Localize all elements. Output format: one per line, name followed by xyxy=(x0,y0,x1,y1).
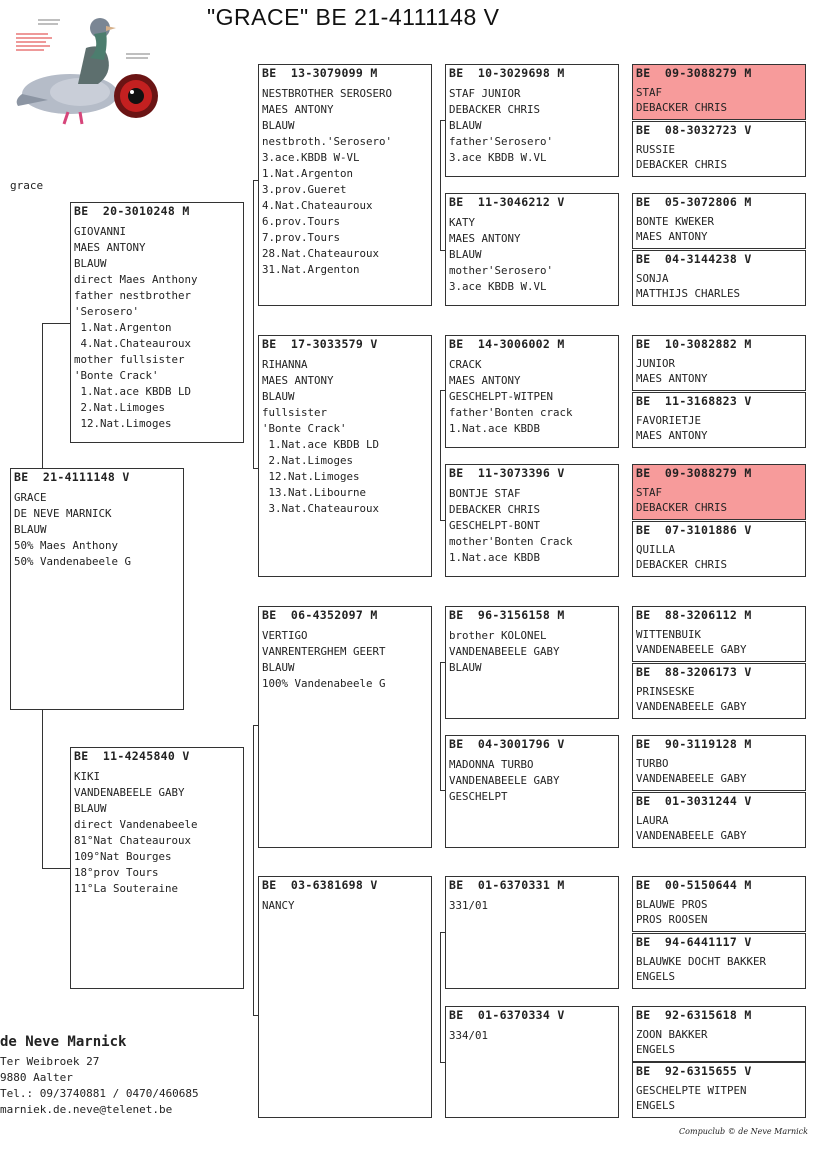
box-line: 3.ace.KBDB W-VL xyxy=(262,151,360,164)
pedigree-box-father-father xyxy=(258,64,432,306)
box-line: VANRENTERGHEM GEERT xyxy=(262,645,386,658)
ring-number: BE 01-6370334 V xyxy=(449,1008,565,1022)
box-line: GESCHELPTE WITPEN xyxy=(636,1084,747,1097)
box-line: 3.prov.Gueret xyxy=(262,183,347,196)
box-line: WITTENBUIK xyxy=(636,628,702,641)
box-line: KIKI xyxy=(74,770,101,783)
box-line: 1.Nat.ace KBDB xyxy=(449,422,541,435)
box-line: 2.Nat.Limoges xyxy=(74,401,166,414)
box-line: KATY xyxy=(449,216,476,229)
box-line: 7.prov.Tours xyxy=(262,231,341,244)
ring-number: BE 11-3046212 V xyxy=(449,195,565,209)
ring-number: BE 10-3029698 M xyxy=(449,66,565,80)
box-line: BLAUW xyxy=(449,248,482,261)
box-line: MAES ANTONY xyxy=(74,241,146,254)
pedigree-box-gen5-2 xyxy=(632,121,806,177)
box-line: PRINSESKE xyxy=(636,685,695,698)
box-line: 3.ace KBDB W.VL xyxy=(449,151,547,164)
box-line: ENGELS xyxy=(636,970,676,983)
box-details xyxy=(259,622,431,692)
owner-phone: Tel.: 09/3740881 / 0470/460685 xyxy=(0,1087,199,1100)
box-line: STAF xyxy=(636,86,663,99)
box-line: DEBACKER CHRIS xyxy=(636,501,728,514)
box-line: 12.Nat.Limoges xyxy=(262,470,360,483)
box-line: 100% Vandenabeele G xyxy=(262,677,386,690)
box-line: VANDENABEELE GABY xyxy=(636,829,747,842)
box-line: GESCHELPT xyxy=(449,790,508,803)
box-line: SONJA xyxy=(636,272,669,285)
box-line: GIOVANNI xyxy=(74,225,127,238)
box-details xyxy=(259,80,431,278)
ring-number: BE 96-3156158 M xyxy=(449,608,565,622)
ring-number: BE 21-4111148 V xyxy=(14,470,130,484)
pedigree-box-gen4-7 xyxy=(445,876,619,989)
connector-line xyxy=(440,662,441,790)
box-line: ZOON BAKKER xyxy=(636,1028,708,1041)
box-line: BLAUW xyxy=(74,257,107,270)
box-details xyxy=(446,751,618,805)
box-line: 4.Nat.Chateauroux xyxy=(262,199,373,212)
box-line: RIHANNA xyxy=(262,358,308,371)
ring-number: BE 11-3073396 V xyxy=(449,466,565,480)
box-line: CRACK xyxy=(449,358,482,371)
owner-contact-block xyxy=(0,1034,199,1118)
pedigree-box-gen5-6 xyxy=(632,392,806,448)
pedigree-box-gen5-1 xyxy=(632,64,806,120)
box-line: VANDENABEELE GABY xyxy=(636,772,747,785)
ring-number: BE 11-3168823 V xyxy=(636,394,752,408)
ring-number: BE 04-3144238 V xyxy=(636,252,752,266)
box-line: VANDENABEELE GABY xyxy=(636,700,747,713)
box-details xyxy=(633,266,805,301)
ring-number: BE 13-3079099 M xyxy=(262,66,378,80)
box-details xyxy=(633,80,805,115)
box-details xyxy=(259,351,431,517)
box-line: BONTE KWEKER xyxy=(636,215,715,228)
ring-number: BE 03-6381698 V xyxy=(262,878,378,892)
box-line: DEBACKER CHRIS xyxy=(636,158,728,171)
box-line: MADONNA TURBO xyxy=(449,758,534,771)
box-line: father nestbrother xyxy=(74,289,192,302)
box-line: STAF JUNIOR xyxy=(449,87,521,100)
box-details xyxy=(446,351,618,437)
box-line: MAES ANTONY xyxy=(636,372,708,385)
box-details xyxy=(633,480,805,515)
ring-number: BE 11-4245840 V xyxy=(74,749,190,763)
pedigree-box-gen4-6 xyxy=(445,735,619,848)
box-line: direct Maes Anthony xyxy=(74,273,198,286)
box-line: brother KOLONEL xyxy=(449,629,547,642)
owner-email[interactable]: marniek.de.neve@telenet.be xyxy=(0,1103,173,1116)
box-line: DEBACKER CHRIS xyxy=(449,503,541,516)
box-line: BLAUW xyxy=(262,119,295,132)
box-line: TURBO xyxy=(636,757,669,770)
box-line: GRACE xyxy=(14,491,47,504)
connector-line xyxy=(440,932,441,1062)
box-line: GESCHELPT-WITPEN xyxy=(449,390,554,403)
box-line: 1.Nat.ace KBDB LD xyxy=(74,385,192,398)
pedigree-box-gen5-15 xyxy=(632,1006,806,1062)
pedigree-box-mother-mother xyxy=(258,876,432,1118)
box-line: 3.Nat.Chateauroux xyxy=(262,502,380,515)
box-line: 2.Nat.Limoges xyxy=(262,454,354,467)
box-line: NESTBROTHER SEROSERO xyxy=(262,87,393,100)
pedigree-box-gen4-3 xyxy=(445,335,619,448)
box-line: VERTIGO xyxy=(262,629,308,642)
box-line: father'Bonten crack xyxy=(449,406,573,419)
pedigree-title: "GRACE" BE 21-4111148 V xyxy=(207,4,500,30)
box-line: MAES ANTONY xyxy=(449,374,521,387)
box-line: MAES ANTONY xyxy=(636,230,708,243)
box-details xyxy=(11,484,183,570)
box-details xyxy=(633,751,805,786)
box-line: VANDENABEELE GABY xyxy=(636,643,747,656)
box-line: BLAUWKE DOCHT BAKKER xyxy=(636,955,767,968)
box-line: 12.Nat.Limoges xyxy=(74,417,172,430)
pedigree-box-father-mother xyxy=(258,335,432,577)
pedigree-box-gen4-2 xyxy=(445,193,619,306)
subject-name-label: grace xyxy=(10,179,44,192)
pedigree-box-gen5-12 xyxy=(632,792,806,848)
ring-number: BE 88-3206173 V xyxy=(636,665,752,679)
box-line: BONTJE STAF xyxy=(449,487,521,500)
pedigree-box-gen5-16 xyxy=(632,1062,806,1118)
box-details xyxy=(633,351,805,386)
ring-number: BE 06-4352097 M xyxy=(262,608,378,622)
box-line: 3.ace KBDB W.VL xyxy=(449,280,547,293)
box-line: 109°Nat Bourges xyxy=(74,850,172,863)
box-line: LAURA xyxy=(636,814,669,827)
box-line: direct Vandenabeele xyxy=(74,818,198,831)
owner-city: 9880 Aalter xyxy=(0,1071,73,1084)
ring-number: BE 09-3088279 M xyxy=(636,66,752,80)
box-details xyxy=(633,137,805,172)
box-line: JUNIOR xyxy=(636,357,676,370)
pedigree-box-father xyxy=(70,202,244,443)
ring-number: BE 20-3010248 M xyxy=(74,204,190,218)
box-line: BLAUWE PROS xyxy=(636,898,708,911)
box-line: 'Bonte Crack' xyxy=(74,369,159,382)
box-line: MATTHIJS CHARLES xyxy=(636,287,741,300)
connector-line xyxy=(42,709,43,868)
box-line: RUSSIE xyxy=(636,143,676,156)
box-details xyxy=(71,763,243,897)
box-line: MAES ANTONY xyxy=(636,429,708,442)
box-line: 'Bonte Crack' xyxy=(262,422,347,435)
ring-number: BE 92-6315655 V xyxy=(636,1064,752,1078)
pedigree-box-gen5-13 xyxy=(632,876,806,932)
box-line: BLAUW xyxy=(74,802,107,815)
box-details xyxy=(446,80,618,166)
box-details xyxy=(633,679,805,714)
box-details xyxy=(446,1022,618,1044)
box-line: DEBACKER CHRIS xyxy=(449,103,541,116)
ring-number: BE 92-6315618 M xyxy=(636,1008,752,1022)
box-line: nestbroth.'Serosero' xyxy=(262,135,393,148)
box-details xyxy=(633,892,805,927)
pedigree-box-gen5-4 xyxy=(632,250,806,306)
box-line: 1.Nat.ace KBDB xyxy=(449,551,541,564)
ring-number: BE 07-3101886 V xyxy=(636,523,752,537)
box-line: 1.Nat.Argenton xyxy=(74,321,172,334)
box-line: VANDENABEELE GABY xyxy=(74,786,185,799)
ring-number: BE 94-6441117 V xyxy=(636,935,752,949)
box-details xyxy=(71,218,243,432)
pedigree-box-gen5-8 xyxy=(632,521,806,577)
box-line: 18°prov Tours xyxy=(74,866,159,879)
ring-number: BE 09-3088279 M xyxy=(636,466,752,480)
pedigree-box-gen4-8 xyxy=(445,1006,619,1118)
pedigree-box-mother xyxy=(70,747,244,989)
box-line: mother fullsister xyxy=(74,353,185,366)
box-line: DEBACKER CHRIS xyxy=(636,558,728,571)
box-line: DE NEVE MARNICK xyxy=(14,507,112,520)
box-details xyxy=(633,209,805,244)
box-details xyxy=(446,480,618,566)
box-line: fullsister xyxy=(262,406,328,419)
box-line: 11°La Souteraine xyxy=(74,882,179,895)
box-line: 6.prov.Tours xyxy=(262,215,341,228)
box-line: STAF xyxy=(636,486,663,499)
box-details xyxy=(633,622,805,657)
connector-line xyxy=(42,323,71,324)
owner-name: de Neve Marnick xyxy=(0,1034,127,1050)
box-line: BLAUW xyxy=(262,390,295,403)
pedigree-box-mother-father xyxy=(258,606,432,848)
box-line: FAVORIETJE xyxy=(636,414,702,427)
pedigree-box-gen5-5 xyxy=(632,335,806,391)
box-line: MAES ANTONY xyxy=(449,232,521,245)
box-line: mother'Bonten Crack xyxy=(449,535,573,548)
ring-number: BE 00-5150644 M xyxy=(636,878,752,892)
box-line: mother'Serosero' xyxy=(449,264,554,277)
connector-line xyxy=(253,725,254,1015)
box-details xyxy=(259,892,431,914)
box-details xyxy=(633,808,805,843)
ring-number: BE 04-3001796 V xyxy=(449,737,565,751)
box-details xyxy=(633,1022,805,1057)
owner-address: Ter Weibroek 27 xyxy=(0,1055,100,1068)
pedigree-box-gen5-7 xyxy=(632,464,806,520)
box-line: 50% Vandenabeele G xyxy=(14,555,132,568)
footer-credit: Compuclub © de Neve Marnick xyxy=(679,1127,808,1136)
box-line: 4.Nat.Chateauroux xyxy=(74,337,192,350)
box-line: 334/01 xyxy=(449,1029,489,1042)
box-line: 13.Nat.Libourne xyxy=(262,486,367,499)
box-line: VANDENABEELE GABY xyxy=(449,645,560,658)
connector-line xyxy=(440,120,441,250)
box-line: DEBACKER CHRIS xyxy=(636,101,728,114)
box-line: 50% Maes Anthony xyxy=(14,539,119,552)
ring-number: BE 08-3032723 V xyxy=(636,123,752,137)
box-line: 1.Nat.ace KBDB LD xyxy=(262,438,380,451)
ring-number: BE 14-3006002 M xyxy=(449,337,565,351)
box-line: 1.Nat.Argenton xyxy=(262,167,354,180)
box-line: ENGELS xyxy=(636,1099,676,1112)
box-details xyxy=(633,949,805,984)
ring-number: BE 88-3206112 M xyxy=(636,608,752,622)
pedigree-box-gen5-11 xyxy=(632,735,806,791)
box-line: 31.Nat.Argenton xyxy=(262,263,360,276)
pedigree-box-gen5-10 xyxy=(632,663,806,719)
pedigree-box-gen5-14 xyxy=(632,933,806,989)
pedigree-box-gen5-3 xyxy=(632,193,806,249)
box-line: MAES ANTONY xyxy=(262,374,334,387)
connector-line xyxy=(42,868,71,869)
box-line: 28.Nat.Chateauroux xyxy=(262,247,380,260)
pigeon-logo-image xyxy=(8,14,160,132)
box-line: father'Serosero' xyxy=(449,135,554,148)
box-details xyxy=(446,622,618,676)
box-details xyxy=(446,209,618,295)
pedigree-box-gen4-1 xyxy=(445,64,619,177)
pedigree-box-gen4-5 xyxy=(445,606,619,719)
ring-number: BE 90-3119128 M xyxy=(636,737,752,751)
box-line: PROS ROOSEN xyxy=(636,913,708,926)
ring-number: BE 10-3082882 M xyxy=(636,337,752,351)
box-line: ENGELS xyxy=(636,1043,676,1056)
box-line: BLAUW xyxy=(14,523,47,536)
connector-line xyxy=(253,180,254,468)
box-line: NANCY xyxy=(262,899,295,912)
ring-number: BE 17-3033579 V xyxy=(262,337,378,351)
box-line: QUILLA xyxy=(636,543,676,556)
connector-line xyxy=(42,323,43,468)
box-line: GESCHELPT-BONT xyxy=(449,519,541,532)
ring-number: BE 01-6370331 M xyxy=(449,878,565,892)
box-line: 331/01 xyxy=(449,899,489,912)
box-line: 'Serosero' xyxy=(74,305,140,318)
box-line: MAES ANTONY xyxy=(262,103,334,116)
box-line: 81°Nat Chateauroux xyxy=(74,834,192,847)
box-line: BLAUW xyxy=(449,119,482,132)
box-line: VANDENABEELE GABY xyxy=(449,774,560,787)
box-details xyxy=(633,408,805,443)
pedigree-box-subject xyxy=(10,468,184,710)
ring-number: BE 01-3031244 V xyxy=(636,794,752,808)
box-line: BLAUW xyxy=(449,661,482,674)
box-details xyxy=(633,1078,805,1113)
box-line: BLAUW xyxy=(262,661,295,674)
pedigree-box-gen4-4 xyxy=(445,464,619,577)
box-details xyxy=(446,892,618,914)
connector-line xyxy=(440,390,441,520)
ring-number: BE 05-3072806 M xyxy=(636,195,752,209)
pedigree-box-gen5-9 xyxy=(632,606,806,662)
box-details xyxy=(633,537,805,572)
